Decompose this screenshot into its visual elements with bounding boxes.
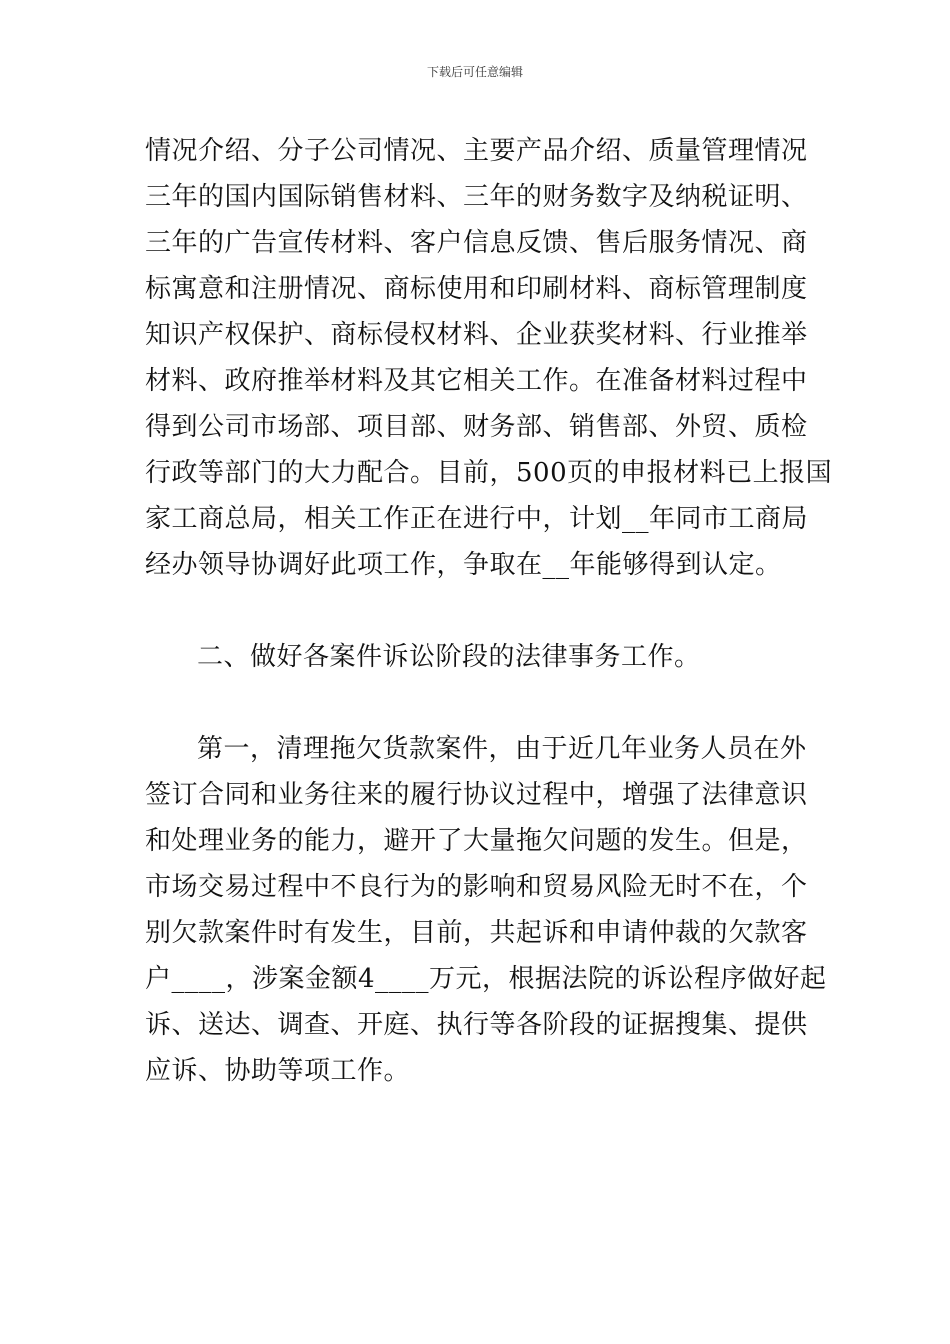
text-line: 别欠款案件时有发生，目前，共起诉和申请仲裁的欠款客	[145, 918, 808, 948]
paragraph-spacer	[145, 588, 810, 634]
section-heading: 二、做好各案件诉讼阶段的法律事务工作。	[197, 642, 701, 672]
text-line: 三年的国内国际销售材料、三年的财务数字及纳税证明、	[145, 182, 808, 212]
paragraph-spacer	[145, 680, 810, 726]
text-line: 行政等部门的大力配合。目前，500页的申报材料已上报国	[145, 458, 833, 488]
text-line: 市场交易过程中不良行为的影响和贸易风险无时不在，个	[145, 872, 808, 902]
paragraph-materials	[145, 128, 833, 588]
text-line: 家工商总局，相关工作正在进行中，计划__年同市工商局	[145, 504, 809, 534]
text-line: 第一，清理拖欠货款案件，由于近几年业务人员在外	[197, 734, 807, 764]
text-line: 知识产权保护、商标侵权材料、企业获奖材料、行业推举	[145, 320, 808, 350]
text-line: 和处理业务的能力，避开了大量拖欠问题的发生。但是，	[145, 826, 808, 856]
paragraph-litigation	[145, 726, 827, 1094]
text-line: 签订合同和业务往来的履行协议过程中，增强了法律意识	[145, 780, 808, 810]
text-line: 得到公司市场部、项目部、财务部、销售部、外贸、质检	[145, 412, 808, 442]
text-line: 经办领导协调好此项工作，争取在__年能够得到认定。	[145, 550, 782, 580]
text-line: 材料、政府推举材料及其它相关工作。在准备材料过程中	[145, 366, 808, 396]
text-line: 户____，涉案金额4____万元，根据法院的诉讼程序做好起	[145, 964, 827, 994]
text-line: 情况介绍、分子公司情况、主要产品介绍、质量管理情况	[145, 136, 808, 166]
text-line: 应诉、协助等项工作。	[145, 1056, 411, 1086]
text-line: 三年的广告宣传材料、客户信息反馈、售后服务情况、商	[145, 228, 808, 258]
page-header: 下载后可任意编辑	[426, 65, 523, 79]
text-line: 标寓意和注册情况、商标使用和印刷材料、商标管理制度	[145, 274, 808, 304]
text-line: 诉、送达、调查、开庭、执行等各阶段的证据搜集、提供	[145, 1010, 808, 1040]
document-body	[145, 128, 833, 1094]
